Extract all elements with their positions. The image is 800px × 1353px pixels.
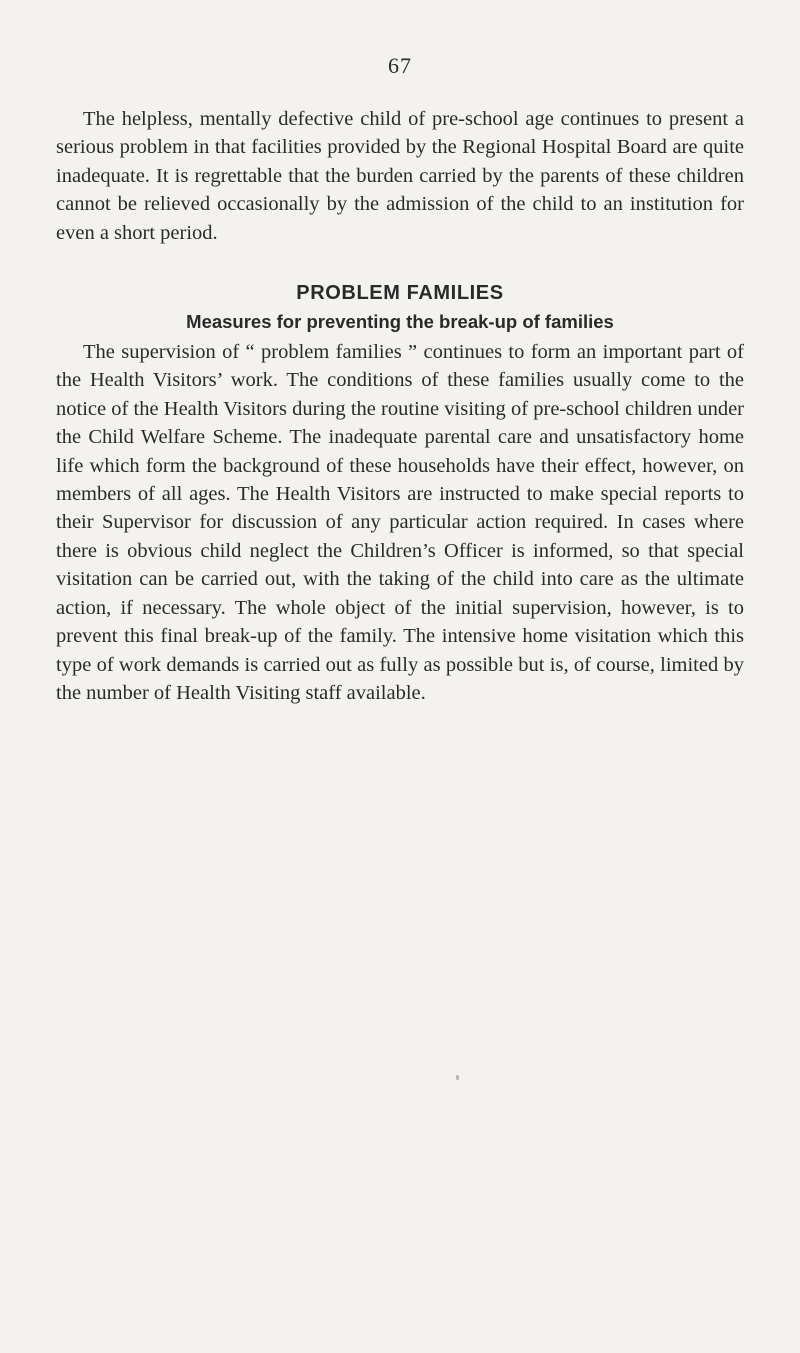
problem-families-paragraph: The supervision of “ problem families ” continues to form an important part of the Health Visitors’ work. The conditions of these families usually come to the notice of the Health Visitors during the routine visiting of pre-school children under the Child Welfare Scheme. The inadequate parental care and unsatisfactory home life which form the background of these households have their effect, however, on members of all ages. The Health Visitors are instructed to make special reports to their Supervisor for discussion of any particular action required. In cases where there is obvious child neglect the Children’s Officer is informed, so that special visitation can be carried out, with the taking of the child into care as the ultimate action, if necessary. The whole object of the initial supervision, however, is to prevent this final break-up of the family. The intensive home visitation which this type of work demands is carried out as fully as possible but is, of course, limited by the number of Health Visiting staff available. (56, 341, 744, 704)
page-number: 67 (388, 53, 412, 78)
subsection-heading: Measures for preventing the break-up of families (186, 311, 614, 333)
text-column (56, 105, 744, 707)
intro-paragraph: The helpless, mentally defective child of pre-school age continues to present a serious problem in that facilities provided by the Regional Hospital Board are quite inadequate. It is regrettable that the burden carried by the parents of these children cannot be relieved occasionally by the admission of the child to an institution for even a short period. (56, 108, 744, 244)
section-heading: PROBLEM FAMILIES (296, 282, 504, 305)
paper-speck (456, 1075, 459, 1080)
